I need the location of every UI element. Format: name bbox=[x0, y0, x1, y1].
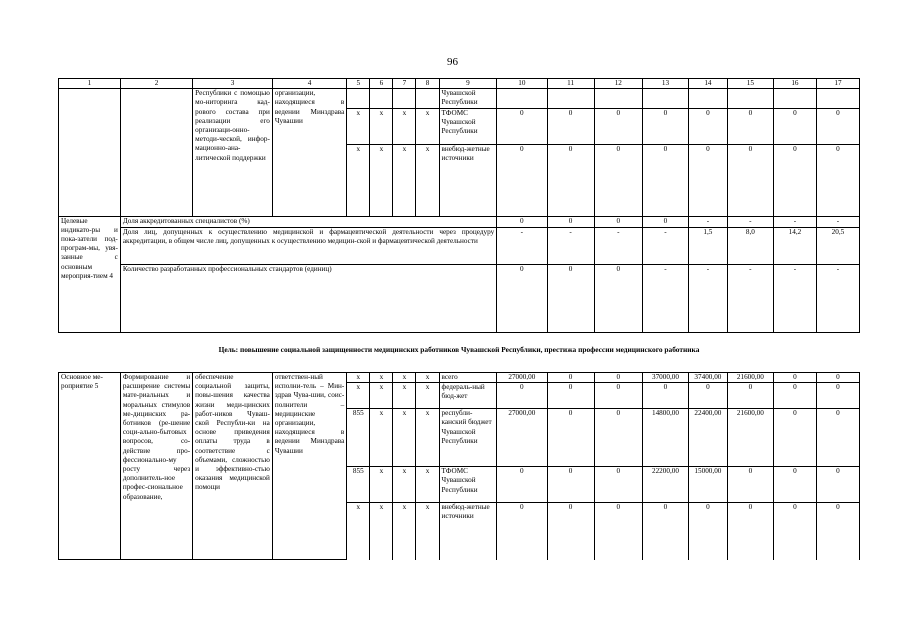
budget-code-cell: x bbox=[370, 467, 393, 503]
column-number-cell: 17 bbox=[816, 79, 859, 89]
page-number: 96 bbox=[447, 56, 458, 68]
column-number-cell: 15 bbox=[727, 79, 773, 89]
value-cell: 0 bbox=[816, 108, 859, 144]
budget-code-cell bbox=[416, 89, 439, 108]
value-cell: 21600,00 bbox=[727, 409, 773, 467]
budget-code-cell: x bbox=[347, 144, 370, 216]
column-number-cell: 14 bbox=[689, 79, 728, 89]
value-cell: - bbox=[547, 227, 594, 264]
value-cell: 0 bbox=[497, 144, 547, 216]
budget-code-cell: x bbox=[370, 383, 393, 409]
value-cell: 0 bbox=[727, 144, 773, 216]
column-number-cell: 8 bbox=[416, 79, 439, 89]
value-cell: 0 bbox=[773, 108, 816, 144]
indicator-text-cell: Количество разработанных профессиональных стандартов (единиц) bbox=[120, 264, 496, 332]
budget-code-cell: x bbox=[393, 383, 416, 409]
task-description-cell: Республики с помощью мо-ниторинга кад-рового состава при реализации его организаци-онно-методи-ческой, инфор-мационно-ана-литической поддержки bbox=[193, 89, 273, 216]
value-cell: 0 bbox=[547, 503, 594, 560]
value-cell: 0 bbox=[594, 264, 642, 332]
value-cell: 0 bbox=[497, 383, 547, 409]
column-number-cell: 4 bbox=[272, 79, 346, 89]
measure-description-cell: Формирование и расширение системы мате-риальных и моральных стимулов ме-дицинских ра-ботников (ре-шение соци-ально-бытовых вопросов, со-действие про-фессионально-му росту через дополнитель-ное профес-сиональное образование, bbox=[120, 373, 192, 560]
value-cell bbox=[689, 89, 728, 108]
budget-code-cell: x bbox=[416, 467, 439, 503]
value-cell: 0 bbox=[594, 373, 642, 383]
budget-code-cell: 855 bbox=[347, 467, 370, 503]
funding-source-cell: внебюд-жетные источники bbox=[439, 503, 497, 560]
value-cell: 0 bbox=[594, 409, 642, 467]
value-cell: 0 bbox=[594, 108, 642, 144]
value-cell: 0 bbox=[497, 503, 547, 560]
value-cell: 0 bbox=[547, 216, 594, 227]
value-cell: 22400,00 bbox=[689, 409, 728, 467]
table-row bbox=[59, 89, 860, 108]
executor-cell: ответствен-ный исполни-тель – Мин-здрав Чува-шии, соис-полнители – медицинские организации, находящиеся в ведении Минздрава Чувашии bbox=[272, 373, 346, 560]
table-row bbox=[59, 264, 860, 332]
budget-code-cell: x bbox=[416, 373, 439, 383]
budget-code-cell: x bbox=[416, 144, 439, 216]
value-cell bbox=[547, 89, 594, 108]
value-cell: 0 bbox=[773, 373, 816, 383]
column-number-cell: 3 bbox=[193, 79, 273, 89]
value-cell: - bbox=[773, 264, 816, 332]
budget-code-cell: x bbox=[370, 144, 393, 216]
value-cell: 0 bbox=[773, 383, 816, 409]
executor-cell: организации, находящиеся в ведении Минздрава Чувашии bbox=[272, 89, 346, 216]
value-cell: - bbox=[689, 216, 728, 227]
value-cell: 0 bbox=[547, 144, 594, 216]
value-cell: 0 bbox=[547, 409, 594, 467]
column-number-cell: 6 bbox=[370, 79, 393, 89]
table-row bbox=[59, 227, 860, 264]
budget-code-cell: x bbox=[370, 373, 393, 383]
value-cell: 14800,00 bbox=[642, 409, 688, 467]
budget-code-cell: x bbox=[347, 373, 370, 383]
budget-code-cell: 855 bbox=[347, 409, 370, 467]
value-cell: 0 bbox=[547, 108, 594, 144]
budget-code-cell: x bbox=[393, 373, 416, 383]
value-cell: 0 bbox=[497, 108, 547, 144]
budget-code-cell: x bbox=[370, 503, 393, 560]
value-cell: 0 bbox=[497, 216, 547, 227]
table-row bbox=[59, 373, 860, 383]
value-cell: 22200,00 bbox=[642, 467, 688, 503]
program-table-part-2 bbox=[58, 372, 860, 560]
value-cell: 0 bbox=[689, 108, 728, 144]
value-cell: 0 bbox=[773, 467, 816, 503]
budget-code-cell: x bbox=[347, 383, 370, 409]
goal-heading: Цель: повышение социальной защищенности медицинских работников Чувашской Республики, престижа профессии медицинского работника bbox=[218, 345, 700, 354]
value-cell: 0 bbox=[727, 108, 773, 144]
funding-source-cell: всего bbox=[439, 373, 497, 383]
column-number-cell: 2 bbox=[120, 79, 192, 89]
value-cell: 0 bbox=[816, 503, 859, 560]
value-cell: 0 bbox=[727, 467, 773, 503]
funding-source-cell: федераль-ный бюд-жет bbox=[439, 383, 497, 409]
value-cell: - bbox=[689, 264, 728, 332]
task-description-cell: обеспечение социальной защиты, повы-шения качества жизни меди-цинских работ-ников Чуваш-ской Республи-ки на основе приведения оплаты труда в соответствие с объемами, сложностью и эффективно-стью оказания медицинской помощи bbox=[193, 373, 273, 560]
value-cell: - bbox=[773, 216, 816, 227]
column-number-cell: 13 bbox=[642, 79, 688, 89]
value-cell: 0 bbox=[594, 144, 642, 216]
column-number-cell: 11 bbox=[547, 79, 594, 89]
value-cell: 37400,00 bbox=[689, 373, 728, 383]
value-cell: 0 bbox=[642, 383, 688, 409]
value-cell: 0 bbox=[547, 373, 594, 383]
value-cell: 0 bbox=[727, 383, 773, 409]
value-cell: 0 bbox=[594, 383, 642, 409]
value-cell: 0 bbox=[727, 503, 773, 560]
value-cell: 0 bbox=[547, 467, 594, 503]
column-number-cell: 16 bbox=[773, 79, 816, 89]
value-cell: 27000,00 bbox=[497, 409, 547, 467]
budget-code-cell bbox=[393, 89, 416, 108]
budget-code-cell: x bbox=[416, 383, 439, 409]
column-number-cell: 7 bbox=[393, 79, 416, 89]
value-cell: 0 bbox=[689, 144, 728, 216]
value-cell: 15000,00 bbox=[689, 467, 728, 503]
indicators-label-cell: Целевые индикато-ры и пока-затели под-програм-мы, увя-занные с основным мероприя-тием 4 bbox=[59, 216, 121, 332]
value-cell: 0 bbox=[497, 467, 547, 503]
funding-source-cell: ТФОМС Чувашской Республики bbox=[439, 108, 497, 144]
budget-code-cell: x bbox=[393, 467, 416, 503]
value-cell: 0 bbox=[547, 383, 594, 409]
budget-code-cell bbox=[370, 89, 393, 108]
value-cell bbox=[497, 89, 547, 108]
column-number-cell: 9 bbox=[439, 79, 497, 89]
value-cell: 0 bbox=[594, 216, 642, 227]
value-cell bbox=[816, 89, 859, 108]
value-cell: 0 bbox=[816, 144, 859, 216]
budget-code-cell bbox=[347, 89, 370, 108]
empty-cell bbox=[120, 89, 192, 216]
budget-code-cell: x bbox=[393, 503, 416, 560]
budget-code-cell: x bbox=[393, 144, 416, 216]
value-cell: 0 bbox=[642, 108, 688, 144]
empty-cell bbox=[59, 89, 121, 216]
budget-code-cell: x bbox=[393, 108, 416, 144]
budget-code-cell: x bbox=[347, 503, 370, 560]
budget-code-cell: x bbox=[416, 503, 439, 560]
value-cell: 0 bbox=[816, 467, 859, 503]
value-cell: 20,5 bbox=[816, 227, 859, 264]
value-cell: 27000,00 bbox=[497, 373, 547, 383]
value-cell: - bbox=[816, 264, 859, 332]
indicator-text-cell: Доля аккредитованных специалистов (%) bbox=[120, 216, 496, 227]
value-cell: 0 bbox=[642, 216, 688, 227]
budget-code-cell: x bbox=[393, 409, 416, 467]
value-cell: 0 bbox=[547, 264, 594, 332]
column-number-cell: 1 bbox=[59, 79, 121, 89]
measure-title-cell: Основное ме-роприятие 5 bbox=[59, 373, 121, 560]
value-cell: 0 bbox=[816, 409, 859, 467]
funding-source-cell: Чувашской Республики bbox=[439, 89, 497, 108]
budget-code-cell: x bbox=[347, 108, 370, 144]
value-cell: 0 bbox=[497, 264, 547, 332]
budget-code-cell: x bbox=[370, 409, 393, 467]
budget-code-cell: x bbox=[416, 108, 439, 144]
value-cell: 0 bbox=[773, 144, 816, 216]
value-cell: - bbox=[727, 216, 773, 227]
value-cell: 0 bbox=[816, 383, 859, 409]
value-cell: - bbox=[727, 264, 773, 332]
funding-source-cell: внебюд-жетные источники bbox=[439, 144, 497, 216]
value-cell bbox=[727, 89, 773, 108]
indicator-text-cell: Доля лиц, допущенных к осуществлению медицинской и фармацевтической деятельности через процедуру аккредитации, в общем числе лиц, допущенных к осуществлению медицин-ской и фармацевтической деятельности bbox=[120, 227, 496, 264]
value-cell: 0 bbox=[594, 467, 642, 503]
column-number-row bbox=[59, 79, 860, 89]
funding-source-cell: ТФОМС Чувашской Республики bbox=[439, 467, 497, 503]
value-cell: 1,5 bbox=[689, 227, 728, 264]
value-cell: 0 bbox=[594, 503, 642, 560]
program-table-part-1 bbox=[58, 78, 860, 333]
value-cell: - bbox=[594, 227, 642, 264]
value-cell: - bbox=[642, 264, 688, 332]
value-cell bbox=[594, 89, 642, 108]
value-cell: 0 bbox=[773, 409, 816, 467]
value-cell: 8,0 bbox=[727, 227, 773, 264]
value-cell: 0 bbox=[689, 503, 728, 560]
value-cell bbox=[642, 89, 688, 108]
budget-code-cell: x bbox=[416, 409, 439, 467]
budget-code-cell: x bbox=[370, 108, 393, 144]
value-cell: 14,2 bbox=[773, 227, 816, 264]
value-cell: 0 bbox=[816, 373, 859, 383]
column-number-cell: 12 bbox=[594, 79, 642, 89]
value-cell: - bbox=[816, 216, 859, 227]
value-cell: 0 bbox=[642, 144, 688, 216]
value-cell: 0 bbox=[773, 503, 816, 560]
column-number-cell: 5 bbox=[347, 79, 370, 89]
value-cell bbox=[773, 89, 816, 108]
value-cell: 37000,00 bbox=[642, 373, 688, 383]
funding-source-cell: республи-канский бюджет Чувашской Республики bbox=[439, 409, 497, 467]
column-number-cell: 10 bbox=[497, 79, 547, 89]
value-cell: - bbox=[642, 227, 688, 264]
value-cell: 0 bbox=[689, 383, 728, 409]
value-cell: - bbox=[497, 227, 547, 264]
value-cell: 21600,00 bbox=[727, 373, 773, 383]
table-row bbox=[59, 216, 860, 227]
value-cell: 0 bbox=[642, 503, 688, 560]
